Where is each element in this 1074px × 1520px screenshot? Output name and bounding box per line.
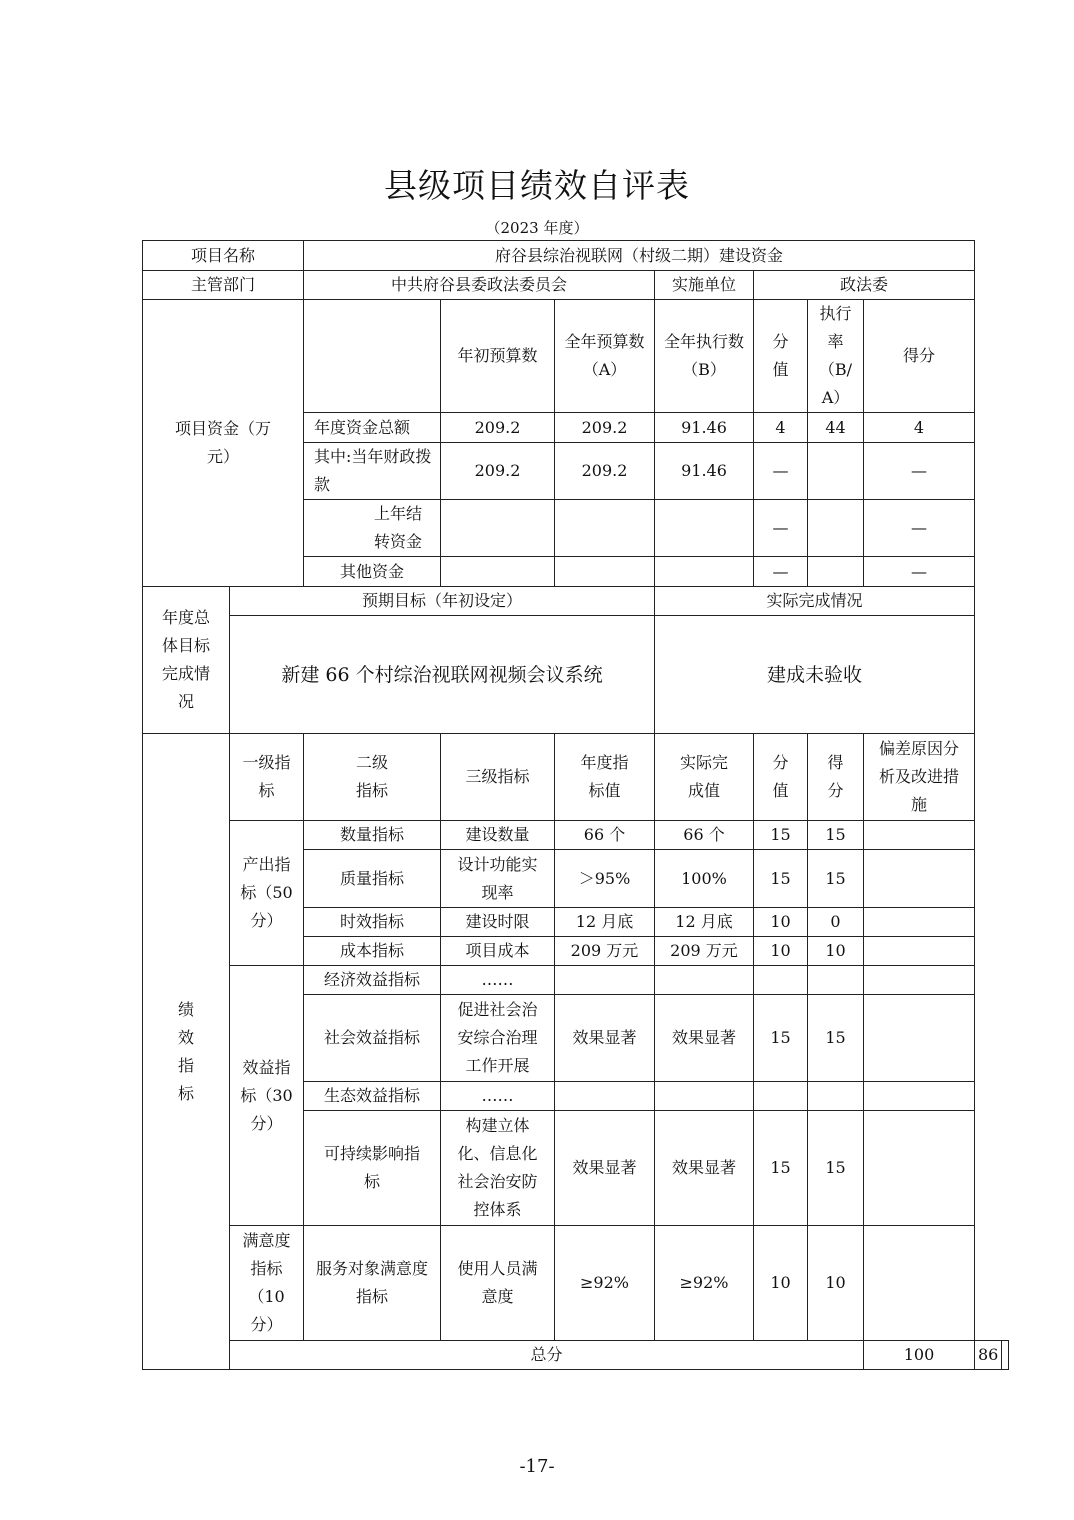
- indicator-actual: 效果显著: [655, 995, 754, 1082]
- indicator-header: 实际完成值: [655, 734, 754, 821]
- project-name: 府谷县综治视联网（村级二期）建设资金: [304, 241, 975, 271]
- indicator-group-output: 产出指标（50分）: [230, 821, 304, 966]
- funds-cell: 44: [808, 413, 864, 443]
- indicator-note: [864, 966, 975, 995]
- expected-goal-label: 预期目标（年初设定）: [230, 587, 655, 616]
- indicator-target: 效果显著: [555, 995, 655, 1082]
- indicator-l3: 设计功能实现率: [441, 850, 555, 908]
- indicator-value: 15: [754, 821, 808, 850]
- indicator-score: 15: [808, 850, 864, 908]
- funds-cell: 91.46: [655, 413, 754, 443]
- funds-cell: [555, 557, 655, 587]
- indicator-target: ≥92%: [555, 1226, 655, 1341]
- funds-label: 项目资金（万元）: [143, 300, 304, 587]
- indicator-score: [808, 1082, 864, 1111]
- indicator-score: [808, 966, 864, 995]
- funds-cell: —: [864, 443, 975, 500]
- funds-cell: —: [864, 500, 975, 557]
- indicator-l3: 构建立体化、信息化社会治安防控体系: [441, 1111, 555, 1226]
- indicator-l3: 建设数量: [441, 821, 555, 850]
- actual-completion-label: 实际完成情况: [655, 587, 975, 616]
- indicator-l3: 建设时限: [441, 908, 555, 937]
- funds-cell: —: [754, 443, 808, 500]
- funds-cell: [808, 443, 864, 500]
- indicator-l2: 生态效益指标: [304, 1082, 441, 1111]
- funds-cell: 91.46: [655, 443, 754, 500]
- indicator-score: 15: [808, 995, 864, 1082]
- funds-row-label: 年度资金总额: [304, 413, 441, 443]
- project-name-label: 项目名称: [143, 241, 304, 271]
- indicator-note: [864, 821, 975, 850]
- impl-label: 实施单位: [655, 271, 754, 300]
- funds-row-label: 其中:当年财政拨款: [304, 443, 441, 500]
- indicator-value: 15: [754, 1111, 808, 1226]
- indicator-header: 三级指标: [441, 734, 555, 821]
- indicator-value: 10: [754, 1226, 808, 1341]
- funds-cell: —: [864, 557, 975, 587]
- indicator-note: [864, 1082, 975, 1111]
- indicator-l3: 促进社会治安综合治理工作开展: [441, 995, 555, 1082]
- indicator-actual: 效果显著: [655, 1111, 754, 1226]
- funds-header: 分值: [754, 300, 808, 413]
- impl-value: 政法委: [754, 271, 975, 300]
- indicator-actual: [655, 966, 754, 995]
- indicator-score: 10: [808, 937, 864, 966]
- expected-goal: 新建 66 个村综治视联网视频会议系统: [230, 616, 655, 734]
- funds-cell: 209.2: [441, 413, 555, 443]
- indicator-note: [864, 937, 975, 966]
- indicator-value: 15: [754, 995, 808, 1082]
- indicator-l2: 经济效益指标: [304, 966, 441, 995]
- dept-value: 中共府谷县委政法委员会: [304, 271, 655, 300]
- year-subtitle: （2023 年度）: [485, 219, 589, 237]
- funds-cell: 4: [754, 413, 808, 443]
- indicator-header: 二级指标: [304, 734, 441, 821]
- funds-header: 执行率（B/A）: [808, 300, 864, 413]
- indicator-score: 10: [808, 1226, 864, 1341]
- page-title: 县级项目绩效自评表: [384, 166, 690, 205]
- funds-header: 全年预算数（A）: [555, 300, 655, 413]
- total-note: [1002, 1341, 1009, 1370]
- funds-cell: [555, 500, 655, 557]
- indicator-header: 一级指标: [230, 734, 304, 821]
- indicator-l2: 可持续影响指标: [304, 1111, 441, 1226]
- indicator-value: [754, 1082, 808, 1111]
- funds-cell: [441, 500, 555, 557]
- indicator-target: 66 个: [555, 821, 655, 850]
- funds-cell: [655, 557, 754, 587]
- indicator-l2: 数量指标: [304, 821, 441, 850]
- indicator-header: 偏差原因分析及改进措施: [864, 734, 975, 821]
- indicator-target: ＞95%: [555, 850, 655, 908]
- funds-cell: [808, 557, 864, 587]
- funds-cell: [441, 557, 555, 587]
- funds-cell: 4: [864, 413, 975, 443]
- indicator-target: 效果显著: [555, 1111, 655, 1226]
- actual-completion: 建成未验收: [655, 616, 975, 734]
- indicator-actual: 100%: [655, 850, 754, 908]
- indicator-l2: 时效指标: [304, 908, 441, 937]
- indicator-target: [555, 1082, 655, 1111]
- goals-label: 年度总体目标完成情况: [143, 587, 230, 734]
- indicator-actual: 209 万元: [655, 937, 754, 966]
- funds-row-label: 其他资金: [304, 557, 441, 587]
- indicators-label: 绩效指标: [143, 734, 230, 1370]
- total-label: 总分: [230, 1341, 864, 1370]
- indicator-actual: 12 月底: [655, 908, 754, 937]
- evaluation-table: [142, 240, 1009, 1370]
- indicator-value: 10: [754, 937, 808, 966]
- funds-cell: —: [754, 500, 808, 557]
- indicator-group-satisfaction: 满意度指标（10分）: [230, 1226, 304, 1341]
- indicator-group-benefit: 效益指标（30分）: [230, 966, 304, 1226]
- indicator-note: [864, 995, 975, 1082]
- indicator-target: 209 万元: [555, 937, 655, 966]
- indicator-score: 0: [808, 908, 864, 937]
- indicator-actual: ≥92%: [655, 1226, 754, 1341]
- indicator-actual: [655, 1082, 754, 1111]
- indicator-header: 年度指标值: [555, 734, 655, 821]
- indicator-header: 得分: [808, 734, 864, 821]
- funds-cell: 209.2: [555, 413, 655, 443]
- indicator-l2: 质量指标: [304, 850, 441, 908]
- indicator-value: 15: [754, 850, 808, 908]
- page-number: -17-: [519, 1456, 555, 1477]
- indicator-actual: 66 个: [655, 821, 754, 850]
- funds-header: 得分: [864, 300, 975, 413]
- indicator-header: 分值: [754, 734, 808, 821]
- funds-cell: 209.2: [441, 443, 555, 500]
- indicator-l2: 成本指标: [304, 937, 441, 966]
- dept-label: 主管部门: [143, 271, 304, 300]
- indicator-note: [864, 1111, 975, 1226]
- funds-cell: [655, 500, 754, 557]
- indicator-l2: 服务对象满意度指标: [304, 1226, 441, 1341]
- indicator-value: [754, 966, 808, 995]
- funds-cell: 209.2: [555, 443, 655, 500]
- funds-cell: [808, 500, 864, 557]
- indicator-target: 12 月底: [555, 908, 655, 937]
- total-value: 100: [864, 1341, 975, 1370]
- indicator-l2: 社会效益指标: [304, 995, 441, 1082]
- funds-row-label: 上年结转资金: [304, 500, 441, 557]
- indicator-note: [864, 908, 975, 937]
- funds-cell: —: [754, 557, 808, 587]
- indicator-l3: ……: [441, 1082, 555, 1111]
- funds-header: 年初预算数: [441, 300, 555, 413]
- indicator-value: 10: [754, 908, 808, 937]
- total-score: 86: [975, 1341, 1002, 1370]
- indicator-l3: ……: [441, 966, 555, 995]
- indicator-l3: 项目成本: [441, 937, 555, 966]
- indicator-target: [555, 966, 655, 995]
- indicator-score: 15: [808, 1111, 864, 1226]
- indicator-note: [864, 850, 975, 908]
- indicator-l3: 使用人员满意度: [441, 1226, 555, 1341]
- indicator-score: 15: [808, 821, 864, 850]
- indicator-note: [864, 1226, 975, 1341]
- funds-header: 全年执行数（B）: [655, 300, 754, 413]
- funds-header-blank: [304, 300, 441, 413]
